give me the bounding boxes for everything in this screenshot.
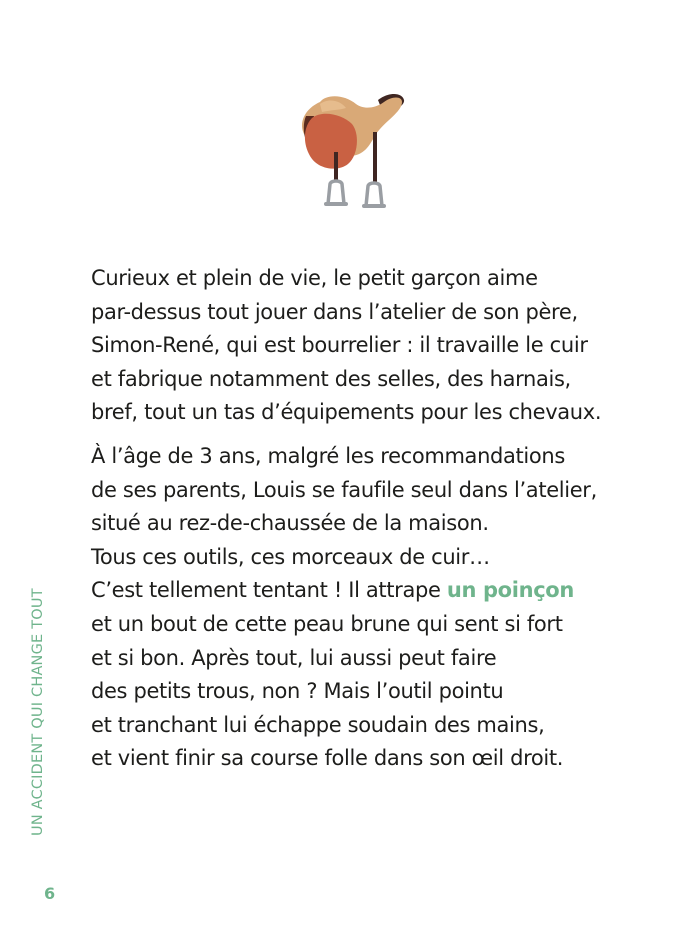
chapter-title: UN ACCIDENT QUI CHANGE TOUT: [30, 588, 46, 836]
text-line: et si bon. Après tout, lui aussi peut faire: [91, 645, 497, 670]
text-line: et un bout de cette peau brune qui sent si fort: [91, 611, 563, 636]
text-line: Simon-René, qui est bourrelier : il travaille le cuir: [91, 333, 588, 358]
saddle-illustration: [292, 86, 410, 210]
paragraph-1: [91, 262, 651, 430]
text-line: Curieux et plein de vie, le petit garçon aime: [91, 266, 538, 290]
body-text: [91, 262, 651, 776]
text-line: de ses parents, Louis se faufile seul dans l’atelier,: [91, 477, 597, 502]
text-line: bref, tout un tas d’équipements pour les chevaux.: [91, 400, 602, 425]
text-segment: C’est tellement tentant ! Il attrape: [91, 578, 447, 603]
text-line: À l’âge de 3 ans, malgré les recommandations: [91, 443, 565, 468]
saddle-icon: [292, 86, 410, 210]
text-line: et tranchant lui échappe soudain des mains,: [91, 712, 545, 737]
text-line: Tous ces outils, ces morceaux de cuir…: [91, 544, 490, 569]
highlighted-term: un poinçon: [446, 578, 574, 603]
text-line: et vient finir sa course folle dans son œil droit.: [91, 746, 564, 771]
text-line: des petits trous, non ? Mais l’outil pointu: [91, 679, 504, 704]
paragraph-2: [91, 440, 651, 776]
text-line: par-dessus tout jouer dans l’atelier de son père,: [91, 299, 578, 324]
text-line-with-highlight: [91, 574, 651, 608]
page-number: 6: [44, 884, 56, 903]
text-line: situé au rez-de-chaussée de la maison.: [91, 511, 489, 536]
text-line: et fabrique notamment des selles, des harnais,: [91, 366, 571, 391]
